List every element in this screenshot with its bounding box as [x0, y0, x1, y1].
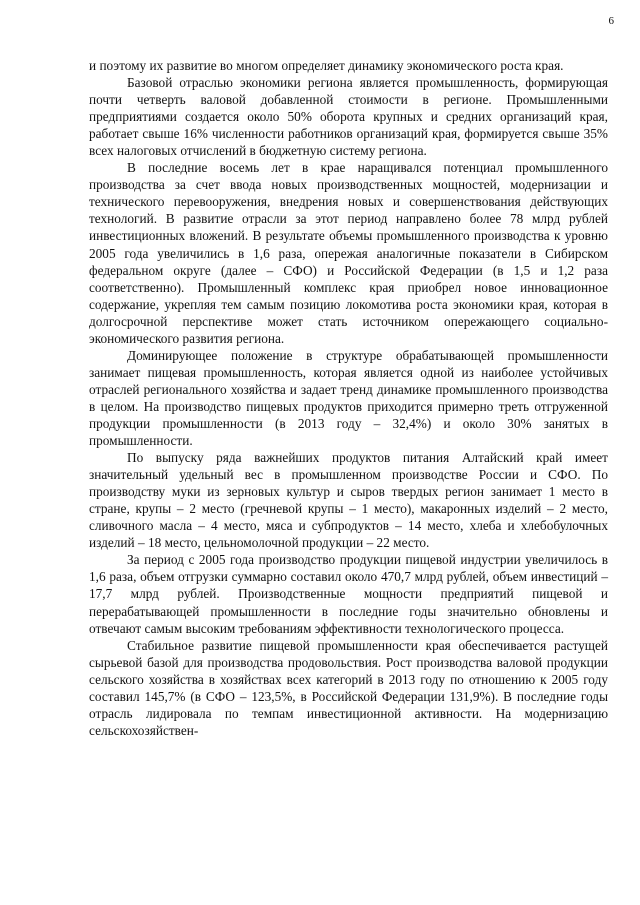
- paragraph-industrial-potential: В последние восемь лет в крае наращивался потенциал промышленного производства за счет ввода новых производственных мощностей, модернизации и технического перевооружения, внедрения новых и совершенствования действующих технологий. В развитие отрасли за этот период направлено более 78 млрд рублей инвестиционных вложений. В результате объемы промышленного производства к уровню 2005 года увеличились в 1,6 раза, опережая аналогичные показатели в Сибирском федеральном округе (далее – СФО) и Российской Федерации (в 1,5 и 1,2 раза соответственно). Промышленный комплекс края приобрел новое инновационное содержание, укрепляя тем самым позицию локомотива роста экономики края, которая в долгосрочной перспективе может стать источником опережающего социально-экономического развития региона.: [89, 160, 608, 346]
- page-number: 6: [608, 15, 614, 27]
- document-body: [89, 57, 608, 739]
- paragraph-raw-material-base: Стабильное развитие пищевой промышленности края обеспечивается растущей сырьевой базой для производства продовольствия. Рост производства валовой продукции сельского хозяйства в хозяйствах всех категорий в 2013 году по отношению к 2005 году составил 145,7% (в СФО – 123,5%, в Российской Федерации 131,9%). В последние годы отрасль лидировала по темпам инвестиционной активности. На модернизацию сельскохозяйствен-: [89, 637, 608, 738]
- paragraph-food-industry: Доминирующее положение в структуре обрабатывающей промышленности занимает пищевая промышленность, которая является одной из наиболее устойчивых отраслей регионального хозяйства и задает тренд динамике промышленного производства в целом. На производство пищевых продуктов приходится примерно треть отгруженной продукции промышленности (в 2013 году – 32,4%) и около 30% занятых в промышленности.: [89, 347, 608, 449]
- paragraph-product-rankings: По выпуску ряда важнейших продуктов питания Алтайский край имеет значительный удельный вес в промышленном производстве России и СФО. По производству муки из зерновых культур и сыров твердых регион занимает 1 место в стране, крупы – 2 место (гречневой крупы – 1 место), макаронных изделий – 2 место, сливочного масла – 4 место, мяса и субпродуктов – 14 место, хлеба и хлебобулочных изделий – 18 место, цельномолочной продукции – 22 место.: [89, 450, 608, 551]
- paragraph-production-growth: За период с 2005 года производство продукции пищевой индустрии увеличилось в 1,6 раза, объем отгрузки суммарно составил около 470,7 млрд рублей, объем инвестиций – 17,7 млрд рублей. Производственные мощности предприятий пищевой и перерабатывающей промышленности в последние годы значительно обновлены и отвечают самым высоким требованиям эффективности технологического процесса.: [89, 552, 608, 636]
- paragraph-industry-base: Базовой отраслью экономики региона является промышленность, формирующая почти четверть валовой добавленной стоимости в регионе. Промышленными предприятиями создается около 50% оборота крупных и средних организаций края, работает свыше 16% численности работников организаций края, формируется свыше 35% всех налоговых отчислений в бюджетную систему региона.: [89, 75, 608, 159]
- paragraph-continuation: и поэтому их развитие во многом определяет динамику экономического роста края.: [89, 58, 564, 73]
